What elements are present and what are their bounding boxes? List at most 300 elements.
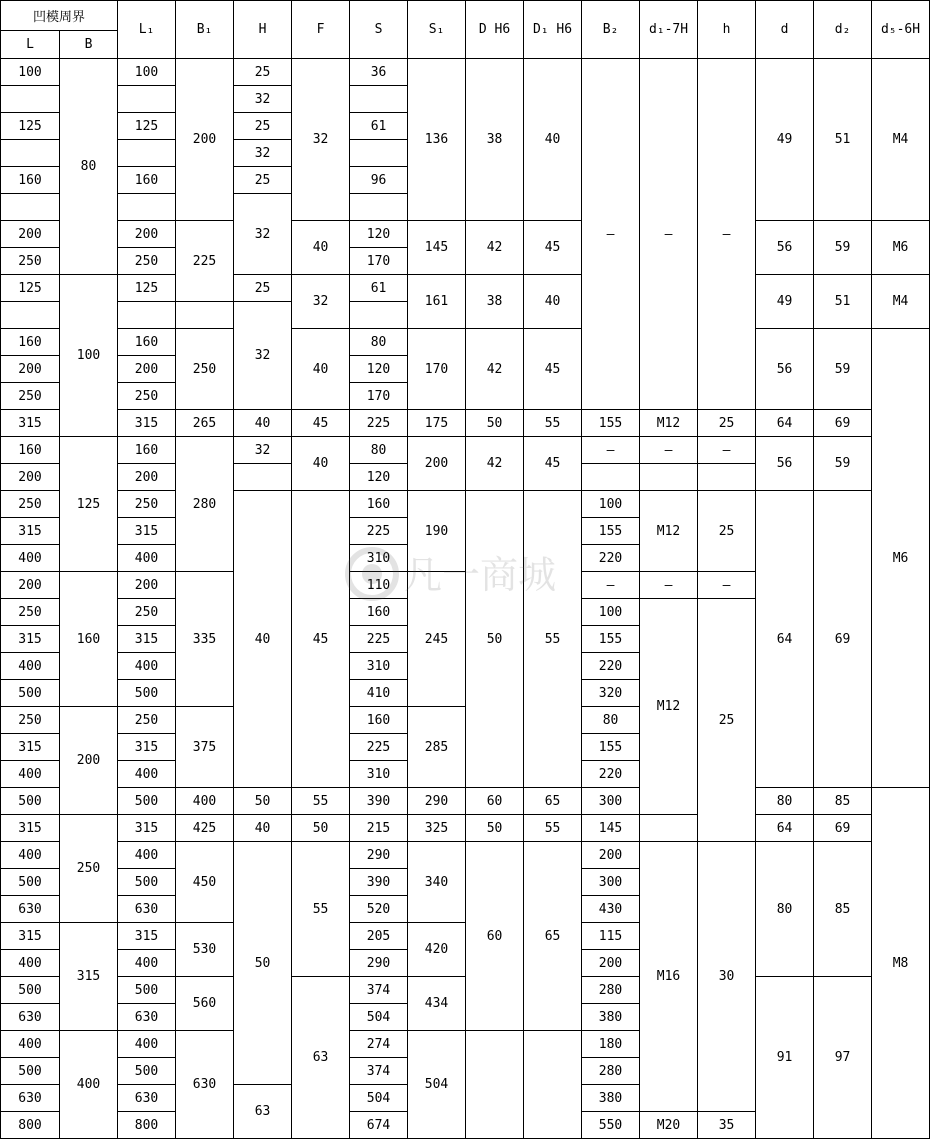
table-cell: 280 <box>582 1058 640 1085</box>
table-cell: 400 <box>1 842 60 869</box>
table-body <box>1 1 930 1139</box>
table-cell <box>1 86 60 113</box>
table-cell: — <box>582 572 640 599</box>
table-cell: 45 <box>524 221 582 275</box>
table-cell: 49 <box>756 275 814 329</box>
table-cell: 160 <box>1 437 60 464</box>
table-cell: 91 <box>756 977 814 1139</box>
table-cell: 170 <box>350 383 408 410</box>
table-cell: 225 <box>350 734 408 761</box>
table-cell: 400 <box>60 1031 118 1139</box>
table-cell: 280 <box>176 437 234 572</box>
table-cell: 100 <box>118 59 176 86</box>
table-cell: 61 <box>350 113 408 140</box>
table-cell: 51 <box>814 275 872 329</box>
table-cell: 42 <box>466 221 524 275</box>
table-cell <box>466 1031 524 1139</box>
table-cell: 315 <box>118 815 176 842</box>
table-cell: 85 <box>814 842 872 977</box>
table-cell: 290 <box>408 788 466 815</box>
table-cell: 280 <box>582 977 640 1004</box>
table-cell <box>1 302 60 329</box>
table-cell <box>234 464 292 491</box>
table-cell: 400 <box>118 545 176 572</box>
header-cell: D H6 <box>466 1 524 59</box>
table-cell: 200 <box>118 572 176 599</box>
table-cell: 155 <box>582 626 640 653</box>
table-cell: 215 <box>350 815 408 842</box>
table-cell: 50 <box>466 410 524 437</box>
table-row <box>1 815 930 842</box>
table-cell: 63 <box>292 977 350 1139</box>
table-cell <box>582 464 640 491</box>
header-cell: d₂ <box>814 1 872 59</box>
table-cell: 250 <box>118 491 176 518</box>
table-cell: 145 <box>582 815 640 842</box>
table-cell: 50 <box>466 491 524 788</box>
table-cell: 380 <box>582 1085 640 1112</box>
table-cell: 50 <box>292 815 350 842</box>
table-cell: 160 <box>1 329 60 356</box>
table-cell: 100 <box>582 491 640 518</box>
table-cell: 42 <box>466 437 524 491</box>
table-cell: 170 <box>408 329 466 410</box>
table-cell: 374 <box>350 1058 408 1085</box>
table-cell: 32 <box>234 302 292 410</box>
table-cell: 400 <box>118 1031 176 1058</box>
table-cell: 400 <box>1 545 60 572</box>
table-cell: 160 <box>118 167 176 194</box>
table-row <box>1 329 930 356</box>
table-cell: 40 <box>292 329 350 410</box>
table-cell: 63 <box>234 1085 292 1139</box>
table-cell: 225 <box>350 626 408 653</box>
table-cell: 315 <box>1 410 60 437</box>
table-cell: 245 <box>408 572 466 707</box>
table-cell: 61 <box>350 275 408 302</box>
table-cell <box>350 140 408 167</box>
table-cell <box>350 194 408 221</box>
header-cell: F <box>292 1 350 59</box>
table-cell: 200 <box>118 464 176 491</box>
table-cell: 250 <box>1 248 60 275</box>
table-cell: 160 <box>350 707 408 734</box>
table-cell: 170 <box>350 248 408 275</box>
table-cell: 500 <box>118 869 176 896</box>
table-row <box>1 221 930 248</box>
table-cell <box>1 194 60 221</box>
table-cell: 25 <box>234 275 292 302</box>
table-cell: 320 <box>582 680 640 707</box>
table-cell: 315 <box>1 518 60 545</box>
table-cell: 410 <box>350 680 408 707</box>
table-cell: 125 <box>60 437 118 572</box>
table-cell: 45 <box>524 437 582 491</box>
table-cell: 50 <box>234 842 292 1085</box>
table-cell: 200 <box>408 437 466 491</box>
table-cell: 55 <box>292 842 350 977</box>
table-cell: 56 <box>756 221 814 275</box>
table-cell: 50 <box>234 788 292 815</box>
table-cell: 400 <box>1 761 60 788</box>
table-cell: 59 <box>814 329 872 410</box>
table-cell: 400 <box>1 653 60 680</box>
table-cell: 60 <box>466 788 524 815</box>
table-cell: 325 <box>408 815 466 842</box>
table-cell: 69 <box>814 815 872 842</box>
table-cell: 125 <box>1 275 60 302</box>
table-cell: 504 <box>408 1031 466 1139</box>
table-cell: 630 <box>118 896 176 923</box>
table-row <box>1 410 930 437</box>
table-cell: 80 <box>582 707 640 734</box>
table-cell: 125 <box>118 275 176 302</box>
table-cell: — <box>640 437 698 464</box>
table-cell: 630 <box>1 1004 60 1031</box>
table-cell: 420 <box>408 923 466 977</box>
table-cell: 125 <box>118 113 176 140</box>
table-cell: 250 <box>1 383 60 410</box>
table-cell: 155 <box>582 518 640 545</box>
table-cell: 80 <box>350 329 408 356</box>
header-cell: S <box>350 1 408 59</box>
table-cell: 80 <box>756 842 814 977</box>
table-cell: M8 <box>872 788 930 1139</box>
table-cell: 100 <box>582 599 640 626</box>
table-cell: 520 <box>350 896 408 923</box>
table-cell: 315 <box>118 626 176 653</box>
table-cell: 136 <box>408 59 466 221</box>
table-cell: 400 <box>118 653 176 680</box>
table-cell: 50 <box>466 815 524 842</box>
header-cell: d <box>756 1 814 59</box>
table-cell: 55 <box>524 410 582 437</box>
table-cell: M12 <box>640 410 698 437</box>
table-cell: 200 <box>1 464 60 491</box>
table-cell: 250 <box>1 707 60 734</box>
header-row <box>1 1 930 31</box>
table-cell: 35 <box>698 1112 756 1139</box>
header-cell: S₁ <box>408 1 466 59</box>
header-cell: B₂ <box>582 1 640 59</box>
table-cell: 250 <box>60 815 118 923</box>
table-cell: 500 <box>1 1058 60 1085</box>
table-cell: 225 <box>350 518 408 545</box>
table-cell: 315 <box>1 815 60 842</box>
table-cell: 200 <box>1 356 60 383</box>
table-cell: 55 <box>524 491 582 788</box>
table-cell: 560 <box>176 977 234 1031</box>
table-cell: 500 <box>1 788 60 815</box>
table-cell: 335 <box>176 572 234 707</box>
table-cell: 250 <box>1 491 60 518</box>
table-cell: 375 <box>176 707 234 788</box>
table-cell: 285 <box>408 707 466 788</box>
table-cell <box>118 140 176 167</box>
table-cell: 32 <box>234 140 292 167</box>
table-cell: 80 <box>756 788 814 815</box>
table-cell: 200 <box>582 950 640 977</box>
header-cell: B₁ <box>176 1 234 59</box>
table-cell: 220 <box>582 545 640 572</box>
table-cell: 200 <box>176 59 234 221</box>
table-cell: 45 <box>292 491 350 788</box>
table-cell: 500 <box>118 1058 176 1085</box>
table-cell: 200 <box>1 572 60 599</box>
table-cell: 145 <box>408 221 466 275</box>
table-cell: 42 <box>466 329 524 410</box>
table-cell: 40 <box>234 410 292 437</box>
table-cell: 200 <box>582 842 640 869</box>
table-cell: 220 <box>582 761 640 788</box>
table-cell: 25 <box>234 167 292 194</box>
table-cell: 55 <box>524 815 582 842</box>
table-cell <box>350 302 408 329</box>
table-cell <box>118 86 176 113</box>
table-cell: 80 <box>60 59 118 275</box>
table-cell: 800 <box>118 1112 176 1139</box>
table-cell <box>176 302 234 329</box>
table-cell: M12 <box>640 599 698 815</box>
table-cell: 97 <box>814 977 872 1139</box>
table-cell: 425 <box>176 815 234 842</box>
header-cell: H <box>234 1 292 59</box>
header-cell: D₁ H6 <box>524 1 582 59</box>
table-row <box>1 437 930 464</box>
table-cell: 32 <box>292 275 350 329</box>
table-cell: 500 <box>1 680 60 707</box>
table-cell: 125 <box>1 113 60 140</box>
table-cell: 374 <box>350 977 408 1004</box>
table-cell: 265 <box>176 410 234 437</box>
table-cell: 190 <box>408 491 466 572</box>
table-cell <box>640 464 698 491</box>
table-cell: 40 <box>524 59 582 221</box>
table-cell: 220 <box>582 653 640 680</box>
header-group-cell: 凹模周界 <box>1 1 118 31</box>
table-cell: 45 <box>524 329 582 410</box>
table-cell: 160 <box>60 572 118 707</box>
table-cell: 315 <box>118 518 176 545</box>
table-cell: 274 <box>350 1031 408 1058</box>
table-cell: 500 <box>1 869 60 896</box>
table-cell: 64 <box>756 491 814 788</box>
table-cell: 630 <box>1 1085 60 1112</box>
table-cell: 32 <box>234 86 292 113</box>
table-cell: 120 <box>350 221 408 248</box>
table-cell: 504 <box>350 1004 408 1031</box>
table-cell: 56 <box>756 437 814 491</box>
table-cell: 115 <box>582 923 640 950</box>
table-cell: — <box>582 437 640 464</box>
table-cell: 110 <box>350 572 408 599</box>
svg-text:凡一商城: 凡一商城 <box>404 553 557 597</box>
table-cell: — <box>698 437 756 464</box>
table-cell: 120 <box>350 356 408 383</box>
table-cell: 315 <box>118 923 176 950</box>
table-cell: 530 <box>176 923 234 977</box>
table-cell: 630 <box>1 896 60 923</box>
table-cell: 160 <box>350 491 408 518</box>
table-cell: 630 <box>118 1004 176 1031</box>
table-cell: 160 <box>118 329 176 356</box>
table-cell: 40 <box>292 437 350 491</box>
table-cell: 25 <box>698 410 756 437</box>
table-cell: 55 <box>292 788 350 815</box>
table-cell: M20 <box>640 1112 698 1139</box>
table-row <box>1 275 930 302</box>
header-cell: d₁-7H <box>640 1 698 59</box>
table-cell: 64 <box>756 410 814 437</box>
table-cell: 250 <box>118 707 176 734</box>
table-cell: 630 <box>118 1085 176 1112</box>
table-cell: 100 <box>1 59 60 86</box>
table-cell: 340 <box>408 842 466 923</box>
table-cell: 32 <box>234 194 292 275</box>
table-cell: 80 <box>350 437 408 464</box>
table-cell: 300 <box>582 788 640 815</box>
table-cell: 25 <box>698 491 756 572</box>
table-cell: 200 <box>1 221 60 248</box>
table-cell: 155 <box>582 734 640 761</box>
table-row <box>1 977 930 1004</box>
table-cell: 160 <box>350 599 408 626</box>
table-cell: M12 <box>640 491 698 572</box>
table-cell: 36 <box>350 59 408 86</box>
table-cell: 40 <box>524 275 582 329</box>
table-cell: 45 <box>292 410 350 437</box>
table-cell: 85 <box>814 788 872 815</box>
table-cell: 630 <box>176 1031 234 1139</box>
table-cell: 59 <box>814 221 872 275</box>
table-cell: 40 <box>234 815 292 842</box>
table-cell: 390 <box>350 869 408 896</box>
table-cell: 290 <box>350 950 408 977</box>
table-cell: M16 <box>640 842 698 1112</box>
table-cell: 400 <box>1 1031 60 1058</box>
table-cell: 200 <box>60 707 118 815</box>
table-cell: 250 <box>1 599 60 626</box>
table-cell: 100 <box>60 275 118 437</box>
table-cell: 434 <box>408 977 466 1031</box>
table-cell: 225 <box>350 410 408 437</box>
table-cell: 400 <box>118 842 176 869</box>
table-cell: 500 <box>118 680 176 707</box>
table-cell: 175 <box>408 410 466 437</box>
table-cell: 290 <box>350 842 408 869</box>
table-row <box>1 842 930 869</box>
table-cell: 25 <box>234 113 292 140</box>
table-cell: 250 <box>176 329 234 410</box>
table-cell: 315 <box>118 410 176 437</box>
table-cell <box>118 194 176 221</box>
table-cell: 30 <box>698 842 756 1112</box>
table-cell: 155 <box>582 410 640 437</box>
table-cell: 400 <box>1 950 60 977</box>
table-cell <box>1 140 60 167</box>
table-cell: 674 <box>350 1112 408 1139</box>
table-cell: 180 <box>582 1031 640 1058</box>
table-cell: 504 <box>350 1085 408 1112</box>
table-cell: 160 <box>118 437 176 464</box>
table-cell: — <box>640 572 698 599</box>
table-cell: 310 <box>350 545 408 572</box>
table-cell: 315 <box>1 626 60 653</box>
table-cell: 120 <box>350 464 408 491</box>
table-cell: 32 <box>234 437 292 464</box>
header-cell: L₁ <box>118 1 176 59</box>
table-cell: 450 <box>176 842 234 923</box>
table-row <box>1 491 930 518</box>
table-cell: 430 <box>582 896 640 923</box>
table-cell: 400 <box>118 761 176 788</box>
table-cell: 500 <box>1 977 60 1004</box>
table-cell: 161 <box>408 275 466 329</box>
header-cell: d₅-6H <box>872 1 930 59</box>
table-cell <box>698 464 756 491</box>
table-cell: 500 <box>118 788 176 815</box>
table-cell: 380 <box>582 1004 640 1031</box>
table-cell: 500 <box>118 977 176 1004</box>
table-cell: 250 <box>118 383 176 410</box>
table-cell: 250 <box>118 599 176 626</box>
header-cell: h <box>698 1 756 59</box>
table-cell: 315 <box>60 923 118 1031</box>
table-cell: 205 <box>350 923 408 950</box>
table-cell: 200 <box>118 356 176 383</box>
table-cell: M6 <box>872 221 930 275</box>
table-cell: 315 <box>1 734 60 761</box>
table-cell: — <box>582 59 640 410</box>
table-cell: 25 <box>698 599 756 842</box>
table-cell: 315 <box>118 734 176 761</box>
table-cell: 25 <box>234 59 292 86</box>
table-row <box>1 788 930 815</box>
table-cell: 64 <box>756 815 814 842</box>
table-cell: 32 <box>292 59 350 221</box>
table-cell: 65 <box>524 842 582 1031</box>
table-cell: 40 <box>292 221 350 275</box>
table-cell: 300 <box>582 869 640 896</box>
table-cell: 310 <box>350 653 408 680</box>
table-cell <box>350 86 408 113</box>
table-cell: — <box>698 572 756 599</box>
header-cell: L <box>1 31 60 59</box>
table-cell: 160 <box>1 167 60 194</box>
table-cell <box>524 1031 582 1139</box>
table-cell: 69 <box>814 410 872 437</box>
table-cell: 200 <box>118 221 176 248</box>
table-cell: 40 <box>234 491 292 788</box>
table-cell: 400 <box>118 950 176 977</box>
header-cell: B <box>60 31 118 59</box>
table-cell <box>118 302 176 329</box>
table-cell: 550 <box>582 1112 640 1139</box>
table-cell: 250 <box>118 248 176 275</box>
table-cell: 59 <box>814 437 872 491</box>
table-cell: 315 <box>1 923 60 950</box>
table-cell: — <box>640 59 698 410</box>
table-cell: 38 <box>466 59 524 221</box>
table-cell: 69 <box>814 491 872 788</box>
table-cell: 56 <box>756 329 814 410</box>
table-cell: M4 <box>872 59 930 221</box>
table-cell <box>640 815 698 842</box>
table-cell: 65 <box>524 788 582 815</box>
table-row <box>1 59 930 86</box>
table-cell: — <box>698 59 756 410</box>
table-cell: 51 <box>814 59 872 221</box>
